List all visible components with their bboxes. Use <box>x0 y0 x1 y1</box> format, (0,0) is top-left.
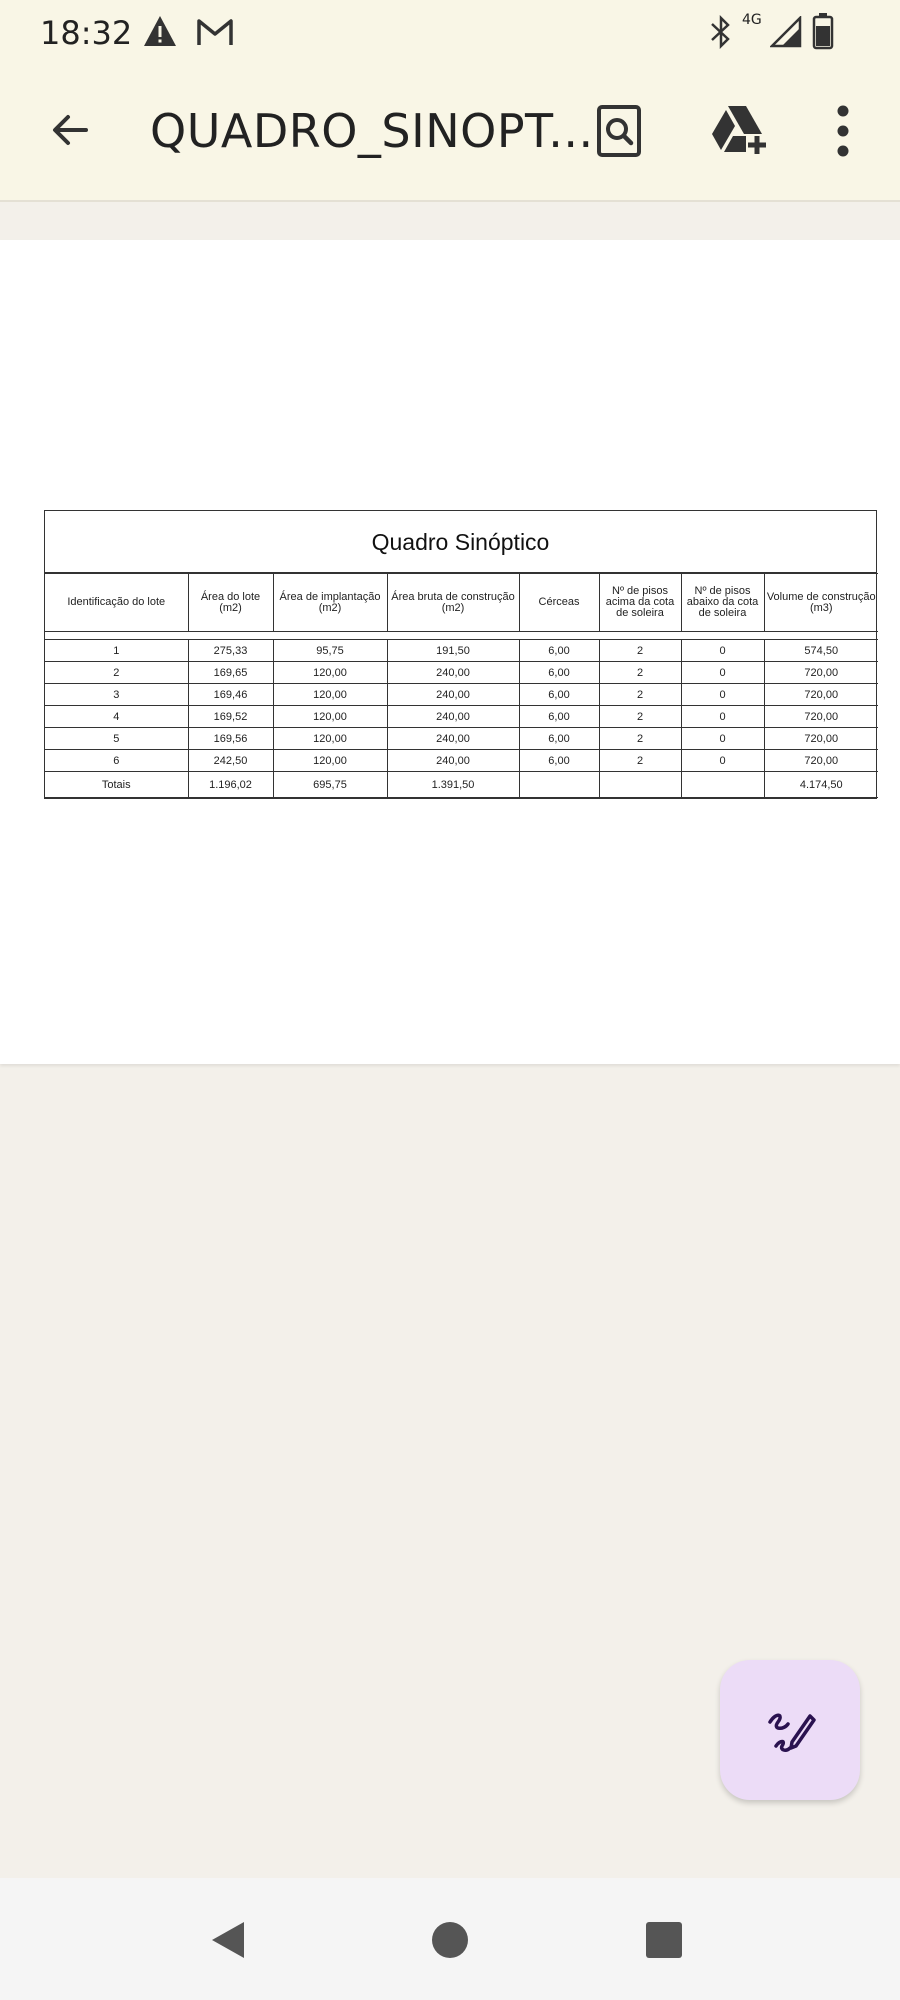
table-title: Quadro Sinóptico <box>45 511 876 573</box>
cell: 6,00 <box>519 662 599 684</box>
drive-add-icon[interactable] <box>710 104 768 156</box>
cell: 0 <box>681 684 764 706</box>
cell: 720,00 <box>764 706 878 728</box>
cell: 1 <box>45 640 188 662</box>
status-bar <box>0 0 900 68</box>
cell: 574,50 <box>764 640 878 662</box>
table-header-row <box>45 574 878 632</box>
table-row <box>45 706 878 728</box>
cell: 240,00 <box>387 706 519 728</box>
cell: 5 <box>45 728 188 750</box>
cell: 720,00 <box>764 684 878 706</box>
cell: 240,00 <box>387 728 519 750</box>
cell: 2 <box>599 684 681 706</box>
cell: 169,56 <box>188 728 273 750</box>
col-header: Área de implantação (m2) <box>273 574 387 632</box>
cell: 6,00 <box>519 684 599 706</box>
cell: 120,00 <box>273 662 387 684</box>
cell: 0 <box>681 750 764 772</box>
cell: 2 <box>599 750 681 772</box>
cell: 2 <box>599 662 681 684</box>
more-vert-icon[interactable] <box>832 104 854 158</box>
cell: 95,75 <box>273 640 387 662</box>
cell: 0 <box>681 662 764 684</box>
signal-icon <box>770 16 802 48</box>
cell: 0 <box>681 640 764 662</box>
cell: 169,65 <box>188 662 273 684</box>
cell: 120,00 <box>273 728 387 750</box>
cell: 0 <box>681 728 764 750</box>
cell: 242,50 <box>188 750 273 772</box>
cell: 169,46 <box>188 684 273 706</box>
bluetooth-icon <box>708 14 734 50</box>
col-header: Área bruta de construção (m2) <box>387 574 519 632</box>
cell: 240,00 <box>387 684 519 706</box>
cell: 0 <box>681 706 764 728</box>
back-arrow-icon[interactable] <box>46 106 94 154</box>
cell: 720,00 <box>764 750 878 772</box>
cell: 6,00 <box>519 750 599 772</box>
cell: 6,00 <box>519 640 599 662</box>
battery-icon <box>812 12 834 50</box>
cell: 2 <box>45 662 188 684</box>
app-bar-divider <box>0 200 900 202</box>
col-header: Nº de pisos abaixo da cota de soleira <box>681 574 764 632</box>
cell: 3 <box>45 684 188 706</box>
cell <box>681 772 764 798</box>
network-type: 4G <box>742 12 762 28</box>
cell <box>599 772 681 798</box>
cell: 120,00 <box>273 684 387 706</box>
gmail-icon <box>196 16 234 48</box>
table-row <box>45 728 878 750</box>
cell: 4 <box>45 706 188 728</box>
cell: 120,00 <box>273 750 387 772</box>
cell: 695,75 <box>273 772 387 798</box>
cell: 720,00 <box>764 728 878 750</box>
nav-recents-icon[interactable] <box>646 1922 682 1958</box>
cell: 2 <box>599 640 681 662</box>
cell: 6,00 <box>519 706 599 728</box>
cell: 240,00 <box>387 662 519 684</box>
table-row <box>45 750 878 772</box>
cell: 191,50 <box>387 640 519 662</box>
col-header: Volume de construção (m3) <box>764 574 878 632</box>
totals-row <box>45 772 878 798</box>
cell: 6 <box>45 750 188 772</box>
cell: 275,33 <box>188 640 273 662</box>
system-nav-bar <box>0 1878 900 2000</box>
cell <box>519 772 599 798</box>
table-row <box>45 640 878 662</box>
document-title: QUADRO_SINOPT... <box>150 104 594 158</box>
cell: 2 <box>599 728 681 750</box>
table-row <box>45 662 878 684</box>
warning-icon <box>142 14 178 48</box>
nav-home-icon[interactable] <box>432 1922 468 1958</box>
quadro-sinoptico-table <box>44 510 877 799</box>
cell: 120,00 <box>273 706 387 728</box>
cell: 6,00 <box>519 728 599 750</box>
cell: 169,52 <box>188 706 273 728</box>
annotate-pen-icon <box>762 1702 818 1758</box>
col-header: Identificação do lote <box>45 574 188 632</box>
col-header: Área do lote (m2) <box>188 574 273 632</box>
table-row <box>45 684 878 706</box>
synoptic-table <box>45 573 878 798</box>
cell: 1.391,50 <box>387 772 519 798</box>
find-in-page-icon[interactable] <box>596 104 642 158</box>
app-bar <box>0 68 900 200</box>
top-bar <box>0 0 900 200</box>
cell: 240,00 <box>387 750 519 772</box>
col-header: Cérceas <box>519 574 599 632</box>
cell: 2 <box>599 706 681 728</box>
annotate-button[interactable] <box>720 1660 860 1800</box>
cell: Totais <box>45 772 188 798</box>
nav-back-icon[interactable] <box>210 1920 246 1960</box>
col-header: Nº de pisos acima da cota de soleira <box>599 574 681 632</box>
pdf-page[interactable] <box>0 240 900 1064</box>
status-time: 18:32 <box>40 14 133 52</box>
cell: 1.196,02 <box>188 772 273 798</box>
cell: 4.174,50 <box>764 772 878 798</box>
cell: 720,00 <box>764 662 878 684</box>
header-gap <box>45 632 878 640</box>
